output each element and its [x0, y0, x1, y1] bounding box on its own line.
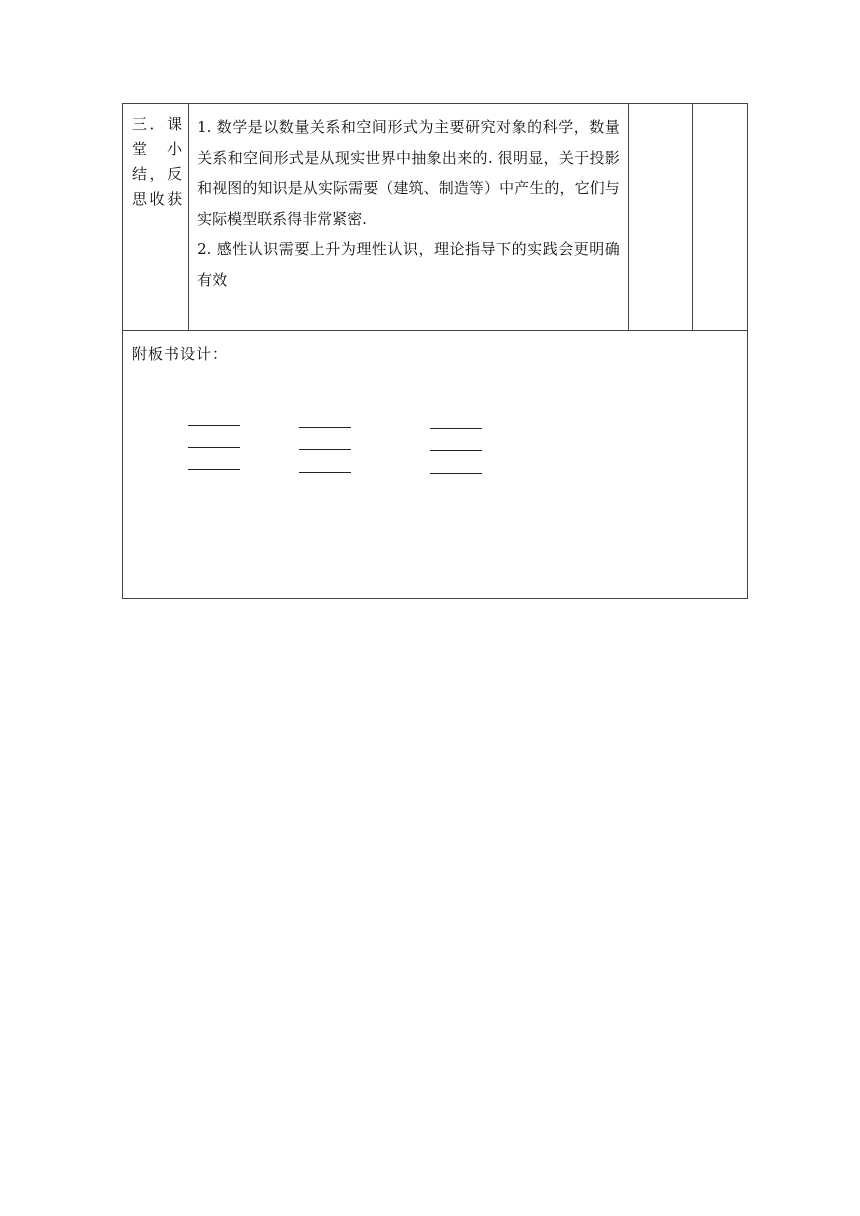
section-label: [123, 104, 188, 212]
summary-row: [123, 104, 748, 331]
blank-line: [188, 447, 240, 448]
blank-line: [430, 450, 482, 451]
board-design-title: 附板书设计：: [132, 345, 229, 363]
section-label-line: 三．课: [132, 115, 185, 133]
blank-cell: [692, 104, 747, 331]
blank-line: [299, 449, 351, 450]
summary-item-2: 2. 感性认识需要上升为理性认识，理论指导下的实践会更明确有效: [197, 240, 620, 289]
blank-line: [188, 469, 240, 470]
board-row: [123, 331, 748, 599]
lesson-table: [122, 103, 748, 599]
blank-line: [430, 428, 482, 429]
summary-item-1: 1. 数学是以数量关系和空间形式为主要研究对象的科学，数量关系和空间形式是从现实世界中抽象出来的. 很明显，关于投影和视图的知识是从实际需要（建筑、制造等）中产生的，它们与实际模型联系得非常紧密.: [197, 118, 620, 228]
section-label-cell: [123, 104, 189, 331]
blank-line: [188, 425, 240, 426]
section-label-line: 结，反: [132, 165, 185, 183]
section-label-line: 思收获: [132, 190, 185, 208]
summary-content-cell: [189, 104, 629, 331]
blank-line: [430, 473, 482, 474]
board-design-cell: [123, 331, 748, 599]
blank-line: [299, 427, 351, 428]
blank-cell: [628, 104, 692, 331]
section-label-line: 堂 小: [132, 140, 185, 158]
blank-line: [299, 472, 351, 473]
